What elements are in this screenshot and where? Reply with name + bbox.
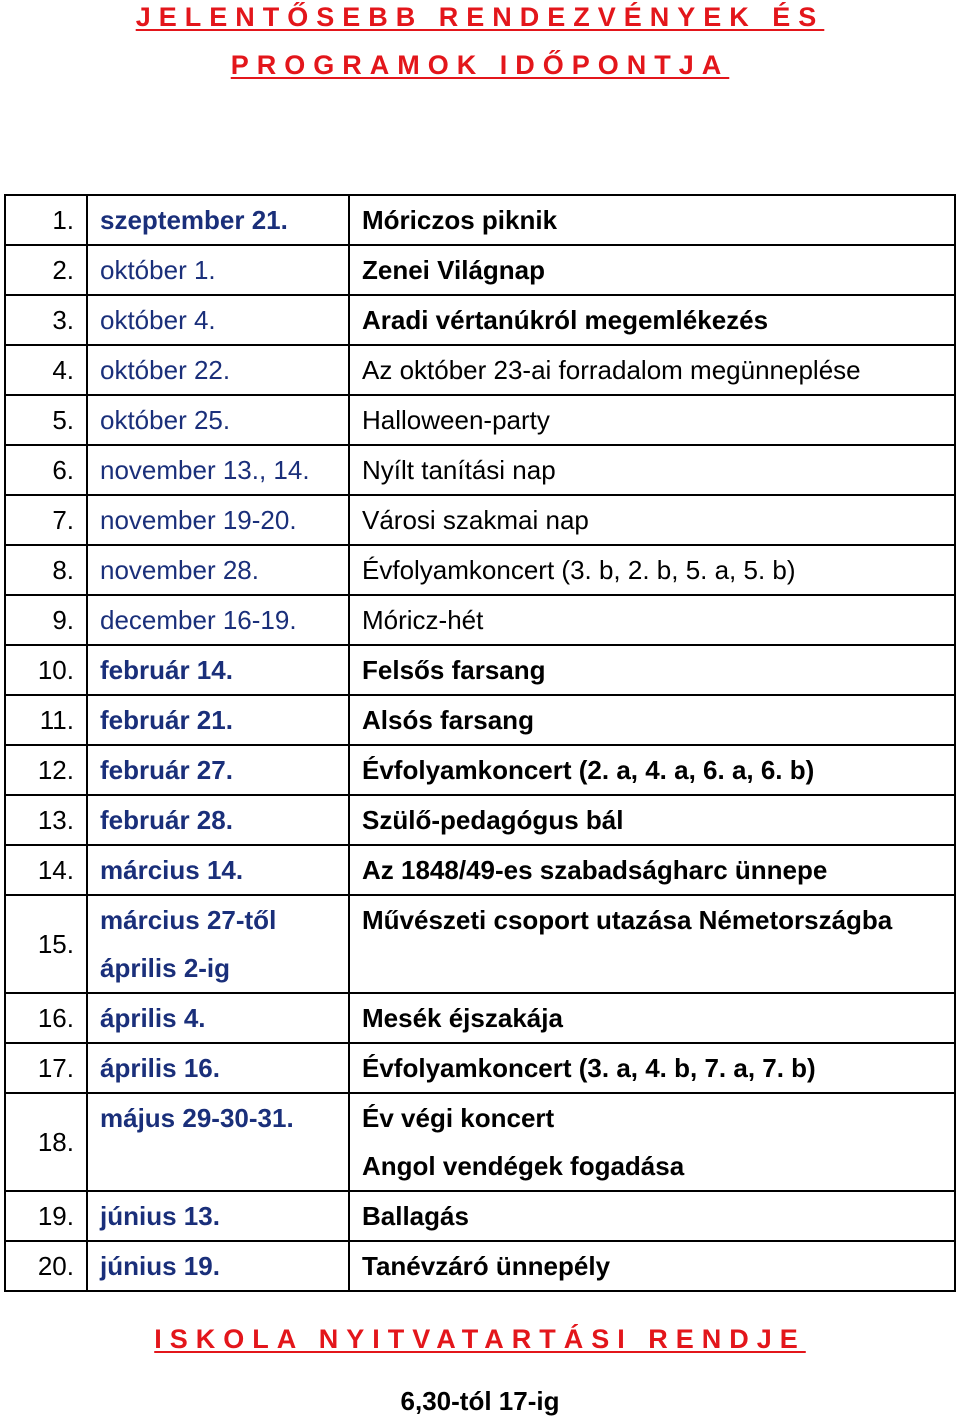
event-row (5, 1191, 955, 1241)
event-name-line: Móriczos piknik (362, 205, 558, 235)
event-name (349, 695, 955, 745)
event-date (87, 1043, 349, 1093)
event-name (349, 595, 955, 645)
event-number: 5. (5, 395, 87, 445)
event-number: 11. (5, 695, 87, 745)
event-number: 7. (5, 495, 87, 545)
event-date (87, 445, 349, 495)
event-number: 2. (5, 245, 87, 295)
event-name-line: Ballagás (362, 1201, 469, 1231)
event-date (87, 1191, 349, 1241)
event-date (87, 1241, 349, 1291)
event-date-line: október 1. (100, 255, 216, 285)
event-row (5, 645, 955, 695)
event-date-line: február 14. (100, 655, 233, 685)
event-name (349, 1191, 955, 1241)
event-date (87, 345, 349, 395)
event-date (87, 495, 349, 545)
event-date (87, 545, 349, 595)
event-date-line: szeptember 21. (100, 205, 288, 235)
event-name (349, 545, 955, 595)
event-name-line: Móricz-hét (362, 605, 484, 635)
event-name-line: Tanévzáró ünnepély (362, 1251, 611, 1281)
event-name (349, 195, 955, 245)
event-number: 20. (5, 1241, 87, 1291)
event-date-line: június 13. (100, 1201, 220, 1231)
event-date-line: március 27-től (100, 905, 277, 935)
event-date (87, 695, 349, 745)
event-row (5, 295, 955, 345)
event-number: 9. (5, 595, 87, 645)
event-number: 18. (5, 1093, 87, 1191)
event-number: 17. (5, 1043, 87, 1093)
event-name-line: Művészeti csoport utazása Németországba (362, 905, 893, 935)
event-row (5, 993, 955, 1043)
event-name-line: Évfolyamkoncert (3. a, 4. b, 7. a, 7. b) (362, 1053, 816, 1083)
event-date (87, 993, 349, 1043)
event-name-line: Év végi koncert (362, 1103, 555, 1133)
event-date (87, 195, 349, 245)
event-name (349, 795, 955, 845)
event-name-line: Nyílt tanítási nap (362, 455, 556, 485)
event-date-line: április 4. (100, 1003, 206, 1033)
event-row (5, 1043, 955, 1093)
event-number: 13. (5, 795, 87, 845)
event-name-line: Alsós farsang (362, 705, 534, 735)
event-name-line: Zenei Világnap (362, 255, 546, 285)
event-number: 4. (5, 345, 87, 395)
event-name-line: Évfolyamkoncert (3. b, 2. b, 5. a, 5. b) (362, 555, 796, 585)
event-row (5, 495, 955, 545)
event-name (349, 745, 955, 795)
event-date-line: október 22. (100, 355, 231, 385)
event-row (5, 1093, 955, 1191)
event-name-line: Évfolyamkoncert (2. a, 4. a, 6. a, 6. b) (362, 755, 815, 785)
event-name-line: Mesék éjszakája (362, 1003, 563, 1033)
event-date (87, 295, 349, 345)
events-table-body (5, 195, 955, 1291)
event-row (5, 845, 955, 895)
event-number: 14. (5, 845, 87, 895)
event-date-line: május 29-30-31. (100, 1103, 294, 1133)
page-title-line-1: JELENTŐSEBB RENDEZVÉNYEK ÉS (135, 2, 825, 32)
event-name-line: Az 1848/49-es szabadságharc ünnepe (362, 855, 828, 885)
event-date (87, 895, 349, 993)
event-number: 15. (5, 895, 87, 993)
opening-hours-value: 6,30-tól 17-ig (400, 1386, 560, 1416)
event-date-line: december 16-19. (100, 605, 297, 635)
event-date (87, 245, 349, 295)
event-name (349, 295, 955, 345)
event-row (5, 695, 955, 745)
event-number: 19. (5, 1191, 87, 1241)
event-number: 8. (5, 545, 87, 595)
event-date-line: április 2-ig (100, 953, 231, 983)
event-row (5, 245, 955, 295)
event-number: 1. (5, 195, 87, 245)
event-name-line: Angol vendégek fogadása (362, 1151, 685, 1181)
event-row (5, 345, 955, 395)
event-date-line: február 27. (100, 755, 233, 785)
event-row (5, 395, 955, 445)
event-name (349, 1093, 955, 1191)
event-date-line: november 28. (100, 555, 259, 585)
event-number: 10. (5, 645, 87, 695)
event-date-line: február 21. (100, 705, 233, 735)
event-date (87, 595, 349, 645)
event-number: 16. (5, 993, 87, 1043)
event-row (5, 895, 955, 993)
event-date (87, 795, 349, 845)
event-date (87, 745, 349, 795)
event-name (349, 1241, 955, 1291)
event-row (5, 1241, 955, 1291)
event-date-line: október 25. (100, 405, 231, 435)
event-date (87, 395, 349, 445)
event-row (5, 795, 955, 845)
event-date-line: február 28. (100, 805, 233, 835)
event-name (349, 1043, 955, 1093)
event-name (349, 845, 955, 895)
event-name-line: Felsős farsang (362, 655, 546, 685)
event-name (349, 445, 955, 495)
event-row (5, 595, 955, 645)
event-name-line: Szülő-pedagógus bál (362, 805, 624, 835)
event-date-line: március 14. (100, 855, 244, 885)
event-name-line: Városi szakmai nap (362, 505, 589, 535)
event-row (5, 445, 955, 495)
event-row (5, 545, 955, 595)
event-date (87, 1093, 349, 1191)
page-title-line-2: PROGRAMOK IDŐPONTJA (230, 50, 730, 80)
opening-hours-title: ISKOLA NYITVATARTÁSI RENDJE (154, 1324, 806, 1354)
event-date-line: június 19. (100, 1251, 220, 1281)
event-date-line: április 16. (100, 1053, 220, 1083)
event-number: 6. (5, 445, 87, 495)
event-name-line: Aradi vértanúkról megemlékezés (362, 305, 769, 335)
event-date (87, 645, 349, 695)
event-name (349, 395, 955, 445)
events-table (4, 194, 956, 1292)
event-number: 12. (5, 745, 87, 795)
event-name (349, 345, 955, 395)
event-name-line: Halloween-party (362, 405, 550, 435)
event-name (349, 895, 955, 993)
event-date-line: november 19-20. (100, 505, 297, 535)
event-name (349, 495, 955, 545)
event-number: 3. (5, 295, 87, 345)
event-date-line: október 4. (100, 305, 216, 335)
event-row (5, 745, 955, 795)
event-name (349, 993, 955, 1043)
event-date-line: november 13., 14. (100, 455, 310, 485)
event-name-line: Az október 23-ai forradalom megünneplése (362, 355, 861, 385)
event-name (349, 245, 955, 295)
event-date (87, 845, 349, 895)
event-name (349, 645, 955, 695)
event-row (5, 195, 955, 245)
